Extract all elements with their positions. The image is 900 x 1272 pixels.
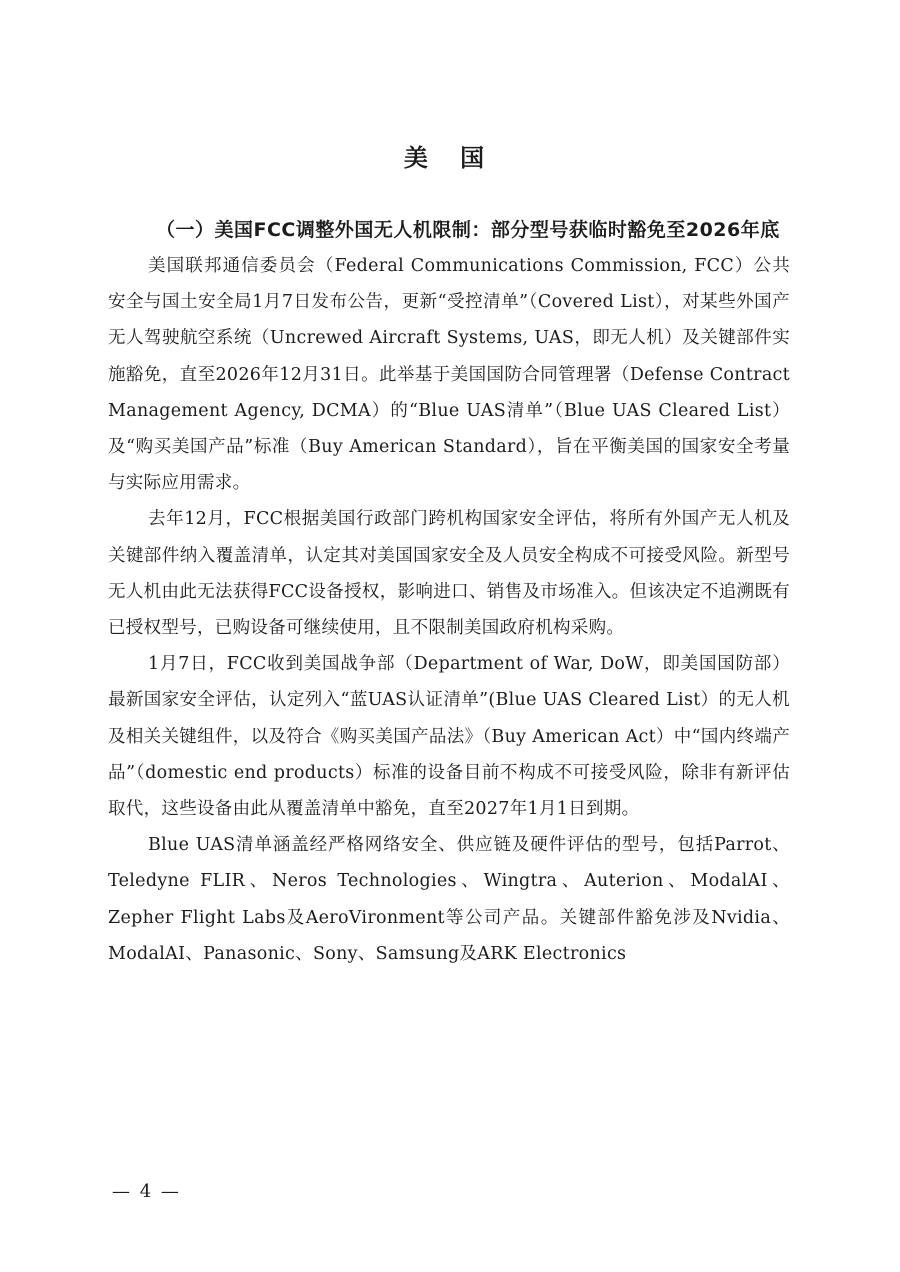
- paragraph-1: 美国联邦通信委员会（Federal Communications Commission, FCC）公共安全与国土安全局1月7日发布公告，更新“受控清单”（Covered List），对某些外国产无人驾驶航空系统（Uncrewed Aircraft Systems, UAS，即无人机）及关键部件实施豁免，直至2026年12月31日。此举基于美国国防合同管理署（Defense Contract Management Agency, DCMA）的“Blue UAS清单”（Blue UAS Cleared List）及“购买美国产品”标准（Buy American Standard），旨在平衡美国的国家安全考量与实际应用需求。: [108, 256, 790, 494]
- section-title: （一）美国FCC调整外国无人机限制：部分型号获临时豁免至2026年底: [156, 219, 780, 241]
- paragraph-4: Blue UAS清单涵盖经严格网络安全、供应链及硬件评估的型号，包括Parrot、Teledyne FLIR、Neros Technologies、Wingtra、Auterion、ModalAI、Zepher Flight Labs及AeroVironment等公司产品。关键部件豁免涉及Nvidia、ModalAI、Panasonic、Sony、Samsung及ARK Electronics: [108, 835, 790, 964]
- country-heading: 美 国: [403, 144, 497, 172]
- page-number: — 4 —: [112, 1181, 181, 1202]
- document-body: [108, 212, 790, 972]
- paragraph-3: 1月7日，FCC收到美国战争部（Department of War, DoW，即美国国防部）最新国家安全评估，认定列入“蓝UAS认证清单”(Blue UAS Cleared List）的无人机及相关关键组件，以及符合《购买美国产品法》（Buy American Act）中“国内终端产品”（domestic end products）标准的设备目前不构成不可接受风险，除非有新评估取代，这些设备由此从覆盖清单中豁免，直至2027年1月1日到期。: [108, 654, 790, 820]
- paragraph-2: 去年12月，FCC根据美国行政部门跨机构国家安全评估，将所有外国产无人机及关键部件纳入覆盖清单，认定其对美国国家安全及人员安全构成不可接受风险。新型号无人机由此无法获得FCC设备授权，影响进口、销售及市场准入。但该决定不追溯既有已授权型号，已购设备可继续使用，且不限制美国政府机构采购。: [108, 509, 790, 639]
